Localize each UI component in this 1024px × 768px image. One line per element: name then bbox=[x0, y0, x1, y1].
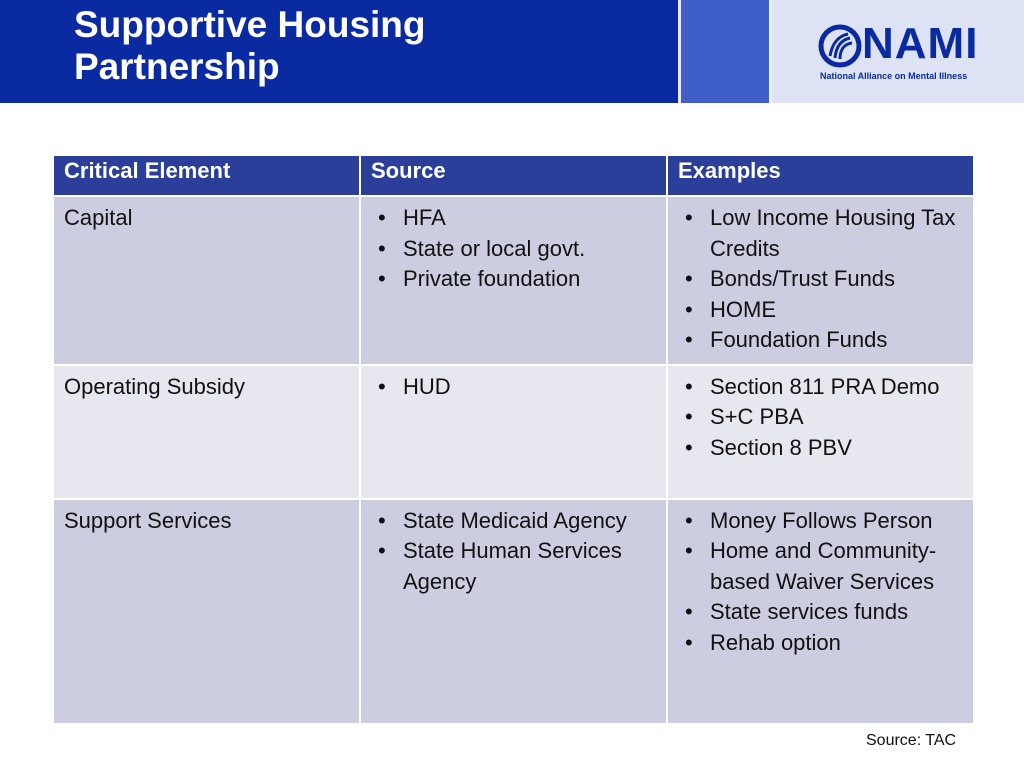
nami-logo-icon bbox=[818, 24, 862, 68]
list-item: • Low Income Housing Tax Credits bbox=[678, 203, 965, 264]
list-item: • HOME bbox=[678, 295, 965, 326]
examples-list bbox=[678, 372, 965, 464]
nami-logo-tagline: National Alliance on Mental Illness bbox=[820, 71, 968, 81]
table-row bbox=[53, 365, 974, 499]
column-header-source: Source bbox=[360, 155, 667, 196]
examples-cell bbox=[667, 196, 974, 365]
critical-element-cell: Capital bbox=[53, 196, 360, 365]
list-item: • Section 811 PRA Demo bbox=[678, 372, 965, 403]
slide-title-line: Supportive Housing bbox=[74, 4, 426, 45]
list-item: • Section 8 PBV bbox=[678, 433, 965, 464]
list-item: • Rehab option bbox=[678, 628, 965, 659]
source-cell bbox=[360, 196, 667, 365]
nami-logo-word: NAMI bbox=[862, 19, 979, 68]
table-row bbox=[53, 196, 974, 365]
list-item: • Bonds/Trust Funds bbox=[678, 264, 965, 295]
list-item: • HFA bbox=[371, 203, 658, 234]
column-header-examples: Examples bbox=[667, 155, 974, 196]
list-item: • Private foundation bbox=[371, 264, 658, 295]
source-note: Source: TAC bbox=[866, 732, 957, 749]
column-header-critical-element: Critical Element bbox=[53, 155, 360, 196]
header-accent-block bbox=[681, 0, 769, 103]
source-cell bbox=[360, 365, 667, 499]
source-list bbox=[371, 506, 658, 598]
examples-cell bbox=[667, 499, 974, 724]
list-item: • State Human Services Agency bbox=[371, 536, 658, 597]
list-item: • State Medicaid Agency bbox=[371, 506, 658, 537]
examples-list bbox=[678, 506, 965, 659]
table-row bbox=[53, 499, 974, 724]
partnership-table bbox=[52, 154, 975, 725]
list-item: • State or local govt. bbox=[371, 234, 658, 265]
critical-element-cell: Support Services bbox=[53, 499, 360, 724]
list-item: • Foundation Funds bbox=[678, 325, 965, 356]
source-cell bbox=[360, 499, 667, 724]
list-item: • HUD bbox=[371, 372, 658, 403]
list-item: • S+C PBA bbox=[678, 402, 965, 433]
table-header-row bbox=[53, 155, 974, 196]
list-item: • State services funds bbox=[678, 597, 965, 628]
examples-cell bbox=[667, 365, 974, 499]
list-item: • Money Follows Person bbox=[678, 506, 965, 537]
source-list bbox=[371, 203, 658, 295]
source-list bbox=[371, 372, 658, 403]
slide-title-line: Partnership bbox=[74, 46, 280, 87]
slide-title bbox=[74, 4, 426, 88]
list-item: • Home and Community-based Waiver Services bbox=[678, 536, 965, 597]
examples-list bbox=[678, 203, 965, 356]
critical-element-cell: Operating Subsidy bbox=[53, 365, 360, 499]
